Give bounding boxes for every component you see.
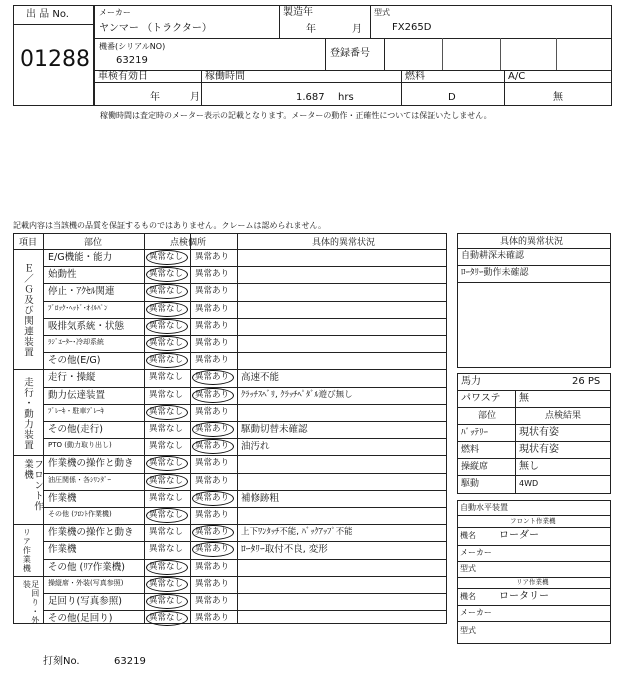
ac-value: 無 [553, 92, 563, 103]
rear-model-label: 型式 [460, 626, 476, 635]
circled-normal-mark [146, 577, 188, 592]
header-part: 部位 [84, 238, 103, 248]
normal-option: 異常なし [149, 338, 184, 348]
normal-option: 異常なし [149, 320, 184, 331]
part-label: 作業機 [48, 544, 77, 556]
part-label: 停止・ｱｸｾﾙ関連 [48, 286, 115, 298]
part-label: その他(足回り) [48, 613, 113, 625]
part-label: ﾌﾞﾚｰｷ・駐車ﾌﾞﾚｰｷ [48, 406, 104, 415]
check-part: 駆動 [461, 479, 480, 489]
abnormal-option: 異常あり [195, 475, 230, 486]
abnormal-detail: 高速不能 [241, 372, 280, 384]
normal-option: 異常なし [149, 492, 184, 503]
abnormal-option: 異常あり [195, 424, 230, 434]
circled-abnormal-mark [192, 422, 234, 437]
hours-unit: hrs [338, 92, 354, 103]
front-name-value: ローダー [499, 530, 539, 541]
circled-normal-mark [146, 474, 188, 489]
part-label: 走行・操縦 [48, 372, 96, 384]
month-unit: 月 [352, 24, 362, 35]
rear-name-label: 機名 [460, 592, 476, 601]
normal-option: 異常なし [149, 510, 184, 520]
abnormal-detail: 駆動切替未確認 [241, 424, 308, 435]
fuel-value: D [448, 92, 456, 103]
circled-abnormal-mark [192, 491, 234, 506]
abnormal-detail: ｸﾗｯﾁｽﾍﾞﾘ, ｸﾗｯﾁﾍﾟﾀﾞﾙ遊び無し [241, 389, 353, 400]
abnormal-option: 異常あり [195, 561, 230, 572]
abnormal-detail: 補修跡粗 [241, 492, 280, 504]
normal-option: 異常なし [149, 613, 184, 624]
circled-normal-mark [146, 594, 188, 609]
check-result: 現状有姿 [519, 427, 559, 438]
power-label: 馬力 [461, 376, 481, 387]
part-label: 吸排気系統・状態 [48, 320, 125, 332]
abnormal-option: 異常あり [195, 544, 230, 555]
circled-normal-mark [146, 336, 188, 351]
part-label: ﾗｼﾞｴｰﾀｰ･冷却系統 [48, 338, 104, 346]
normal-option: 異常なし [149, 458, 184, 469]
abnormal-option: 異常あり [195, 578, 230, 589]
abnormal-option: 異常あり [195, 252, 230, 262]
part-label: 作業機の操作と動き [48, 458, 134, 470]
model-value: FX265D [392, 22, 432, 33]
normal-option: 異常なし [149, 389, 184, 400]
abnormal-option: 異常あり [195, 441, 230, 452]
circled-normal-mark [146, 302, 188, 317]
hours-note: 稼働時間は査定時のメーター表示の記載となります。メーターの動作・正確性については保証いたしません。 [100, 111, 492, 120]
maker-value: ヤンマー （トラクター） [99, 23, 212, 34]
abnormal-option: 異常あり [195, 372, 230, 383]
lot-label: 出 品 No. [26, 9, 69, 20]
category-label: 足回り・外装 [22, 579, 40, 625]
abnormal-option: 異常あり [195, 338, 230, 348]
registration-cells [384, 38, 612, 70]
lot-number: 01288 [20, 47, 90, 72]
header-category: 項目 [19, 238, 38, 248]
front-maker-label: メーカー [460, 548, 492, 557]
abnormal-option: 異常あり [195, 458, 230, 469]
serial-label: 機番(シリアルNO) [99, 42, 166, 51]
abnormal-option: 異常あり [195, 320, 230, 331]
check-result: 4WD [519, 479, 539, 488]
normal-option: 異常なし [149, 561, 184, 572]
part-label: 作業機の操作と動き [48, 527, 134, 539]
abnormal-line: ﾛｰﾀﾘｰ動作未確認 [461, 268, 529, 278]
hours-label: 稼働時間 [205, 71, 245, 82]
category-label: リア作業機 [22, 528, 32, 574]
powersteering-label: パワステ [461, 393, 501, 404]
normal-option: 異常なし [149, 269, 184, 280]
abnormal-option: 異常あり [195, 613, 230, 624]
check-header-part: 部位 [478, 411, 497, 421]
abnormal-detail: 油汚れ [241, 441, 270, 453]
normal-option: 異常なし [149, 286, 184, 297]
abnormal-option: 異常あり [195, 406, 230, 417]
rear-attachment-header: リア作業機 [516, 578, 549, 586]
category-label: 走行・動力装置 [21, 376, 33, 451]
circled-normal-mark [146, 250, 188, 265]
category-label: Ｅ／Ｇ及び関連装置 [21, 262, 33, 358]
maker-label: メーカー [99, 8, 131, 17]
normal-option: 異常なし [149, 252, 184, 262]
abnormal-detail: 上下ﾜﾝﾀｯﾁ不能, ﾊﾞｯｸｱｯﾌﾟ不能 [241, 527, 353, 538]
inspection-month-unit: 月 [190, 92, 200, 103]
check-result: 無し [519, 461, 539, 472]
stamp-value: 63219 [114, 656, 146, 667]
abnormal-option: 異常あり [195, 389, 230, 400]
header-detail: 具体的異常状況 [312, 238, 376, 248]
part-label: その他(走行) [48, 424, 103, 435]
circled-normal-mark [146, 560, 188, 575]
part-label: 始動性 [48, 269, 77, 281]
circled-normal-mark [146, 508, 188, 523]
disclaimer: 記載内容は当該機の品質を保証するものではありません。クレームは認められません。 [13, 221, 326, 230]
abnormal-option: 異常あり [195, 596, 230, 606]
rear-name-value: ロータリー [499, 591, 549, 602]
ac-label: A/C [508, 71, 526, 82]
part-label: その他 (ﾘｱ作業機) [48, 561, 125, 573]
circled-normal-mark [146, 405, 188, 420]
inspection-year-unit: 年 [150, 92, 160, 103]
normal-option: 異常なし [149, 303, 184, 314]
part-label: その他(E/G) [48, 355, 101, 367]
normal-option: 異常なし [149, 406, 184, 417]
abnormal-line: 自動耕深未確認 [461, 251, 525, 261]
part-label: 動力伝達装置 [48, 389, 106, 401]
check-result: 現状有姿 [519, 444, 559, 455]
front-model-label: 型式 [460, 564, 476, 573]
normal-option: 異常なし [149, 475, 184, 486]
year-unit: 年 [306, 24, 316, 35]
normal-option: 異常なし [149, 596, 184, 606]
abnormal-detail: ﾛｰﾀﾘｰ取付不良, 変形 [241, 544, 328, 556]
hours-value: 1.687 [296, 92, 325, 103]
part-label: 操縦席・外装(写真参照) [48, 578, 124, 587]
check-part: ﾊﾞｯﾃﾘｰ [461, 428, 489, 438]
power-value: 26 PS [572, 376, 601, 387]
registration-label: 登録番号 [330, 48, 370, 59]
circled-abnormal-mark [192, 388, 234, 403]
normal-option: 異常なし [149, 441, 184, 452]
check-part: 操縦席 [461, 462, 489, 472]
auto-level-label: 自動水平装置 [460, 503, 508, 512]
abnormal-option: 異常あり [195, 355, 230, 366]
part-label: その他 (ﾌﾛﾝﾄ作業機) [48, 510, 112, 518]
normal-option: 異常なし [149, 355, 184, 366]
inspection-label: 車検有効日 [98, 71, 148, 82]
part-label: ﾌﾞﾛｯｸ･ﾍｯﾄﾞ･ｵｲﾙﾊﾟﾝ [48, 303, 108, 312]
abnormal-option: 異常あり [195, 303, 230, 314]
rear-maker-label: メーカー [460, 608, 492, 617]
category-label: フロント作業機 [21, 459, 43, 512]
abnormal-option: 異常あり [195, 286, 230, 297]
normal-option: 異常なし [149, 424, 184, 434]
abnormal-option: 異常あり [195, 527, 230, 538]
part-label: 作業機 [48, 492, 77, 504]
powersteering-value: 無 [519, 393, 529, 404]
abnormal-option: 異常あり [195, 510, 230, 520]
part-label: E/G機能・能力 [48, 252, 113, 263]
part-label: 足回り(写真参照) [48, 596, 122, 607]
header-location: 点検個所 [170, 238, 207, 248]
abnormal-header: 具体的異常状況 [500, 237, 564, 247]
circled-normal-mark [146, 319, 188, 334]
part-label: 油圧関係・各ｼﾘﾝﾀﾞｰ [48, 475, 111, 484]
model-label: 型式 [374, 8, 390, 17]
front-name-label: 機名 [460, 531, 476, 540]
abnormal-option: 異常あり [195, 269, 230, 280]
normal-option: 異常なし [149, 527, 184, 538]
check-part: 燃料 [461, 445, 480, 455]
normal-option: 異常なし [149, 372, 184, 383]
part-label: PTO (動力取り出し) [48, 441, 112, 450]
year-label: 製造年 [283, 7, 313, 18]
check-header-result: 点検結果 [545, 411, 582, 421]
normal-option: 異常なし [149, 544, 184, 555]
stamp-label: 打刻No. [43, 656, 80, 667]
front-attachment-header: フロント作業機 [510, 517, 556, 525]
serial-value: 63219 [116, 55, 148, 66]
abnormal-option: 異常あり [195, 492, 230, 503]
fuel-label: 燃料 [405, 71, 425, 82]
normal-option: 異常なし [149, 578, 184, 589]
